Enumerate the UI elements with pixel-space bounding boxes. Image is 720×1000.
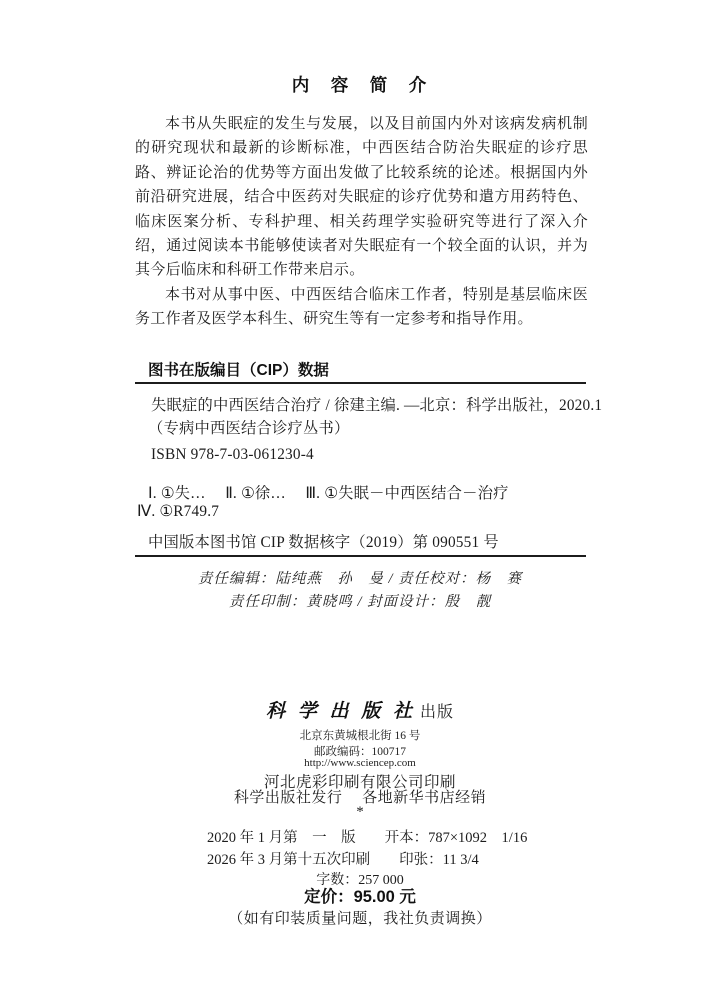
cip-registry-line: 中国版本图书馆 CIP 数据核字（2019）第 090551 号 <box>148 534 499 551</box>
intro-paragraph: 本书从失眠症的发生与发展，以及目前国内外对该病发病机制的研究现状和最新的诊断标准，中西医结合防治失眠症的诊疗思路、辨证论治的优势等方面出发做了比较系统的论述。根据国内外前沿研究进展，结合中医药对失眠症的诊疗优势和遣方用药特色、临床医案分析、专科护理、相关药理学实验研究等进行了深入介绍，通过阅读本书能够使读者对失眠症有一个较全面的认识，并为其今后临床和科研工作带来启示。 <box>135 116 588 279</box>
price-line: 定价：95.00 元 <box>304 888 416 906</box>
cip-bottom-rule <box>135 555 586 557</box>
publisher-suffix: 出版 <box>420 704 455 721</box>
word-count-line: 字数：257 000 <box>316 873 404 888</box>
cip-classification-line: Ⅳ. ①R749.7 <box>137 503 220 520</box>
page-title: 内 容 简 介 <box>291 75 429 95</box>
separator-asterisk: * <box>356 804 364 820</box>
cip-series-line: （专病中西医结合诊疗丛书） <box>148 420 350 437</box>
cip-isbn-line: ISBN 978-7-03-061230-4 <box>151 446 314 463</box>
impression-line: 2026 年 3 月第十五次印刷 印张：11 3/4 <box>207 852 479 868</box>
cip-header: 图书在版编目（CIP）数据 <box>148 362 329 379</box>
cip-top-rule <box>135 382 586 384</box>
intro-section <box>135 112 588 332</box>
staff-editors-line: 责任编辑：陆纯燕 孙 曼 / 责任校对：杨 赛 <box>197 571 523 587</box>
publisher-line <box>0 696 720 723</box>
publisher-postcode: 邮政编码：100717 <box>314 746 406 758</box>
publisher-logo: 科 学 出 版 社 <box>265 701 416 722</box>
impression-block <box>207 827 527 871</box>
publisher-website: http://www.sciencep.com <box>304 757 416 769</box>
edition-line: 2020 年 1 月第 一 版 开本：787×1092 1/16 <box>207 830 528 846</box>
intro-paragraph: 本书对从事中医、中西医结合临床工作者，特别是基层临床医务工作者及医学本科生、研究生等有一定参考和指导作用。 <box>135 286 588 328</box>
distribution-line: 科学出版社发行 各地新华书店经销 <box>233 790 487 806</box>
printer-line: 河北虎彩印刷有限公司印刷 <box>263 774 456 791</box>
cip-record-line: 失眠症的中西医结合治疗 / 徐建主编. —北京：科学出版社，2020.1 <box>151 397 603 414</box>
staff-production-line: 责任印制：黄晓鸣 / 封面设计：殷 靓 <box>228 594 492 610</box>
exchange-note: （如有印装质量问题，我社负责调换） <box>228 911 492 927</box>
cip-classification-line: Ⅰ. ①失… Ⅱ. ①徐… Ⅲ. ①失眠－中西医结合－治疗 <box>148 485 509 502</box>
publisher-address: 北京东黄城根北街 16 号 <box>299 730 421 742</box>
